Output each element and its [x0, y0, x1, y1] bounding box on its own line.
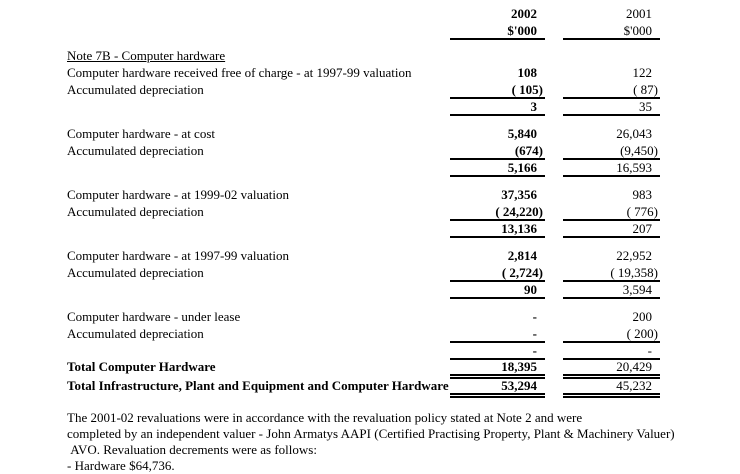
row-label	[67, 99, 450, 116]
subtotal-row	[0, 160, 740, 177]
table-row	[0, 309, 740, 326]
year-2002-header: 2002	[511, 6, 537, 21]
value-2002: 18,395	[450, 360, 545, 379]
value-2001: ( 776)	[563, 204, 660, 221]
row-label: Computer hardware - at 1997-99 valuation	[67, 248, 290, 263]
value-2002: ( 2,724)	[450, 265, 545, 282]
spacer	[0, 40, 740, 48]
value-2001: 35	[563, 99, 660, 116]
unit-2002-header: $'000	[450, 23, 545, 40]
row-label: Accumulated depreciation	[67, 143, 204, 158]
row-label: Computer hardware received free of charge - at 1997-99 valuation	[67, 65, 412, 80]
table-row	[0, 187, 740, 204]
unit-2001-header: $'000	[563, 23, 660, 40]
table-row	[0, 204, 740, 221]
footnote-line: The 2001-02 revaluations were in accordance with the revaluation policy stated at Note 2 and were	[67, 410, 583, 425]
row-label	[67, 343, 450, 360]
footnote-line: AVO. Revaluation decrements were as follows:	[67, 442, 317, 457]
value-2001: 207	[563, 221, 660, 238]
table-row	[0, 126, 740, 143]
row-label	[67, 282, 450, 299]
revaluation-footnote	[67, 410, 692, 474]
value-2001: 22,952	[616, 248, 652, 263]
grand-total-row	[0, 379, 740, 398]
empty-header-cell	[67, 6, 450, 23]
value-2002	[450, 48, 545, 65]
value-2002: 37,356	[501, 187, 537, 202]
row-label	[67, 221, 450, 238]
value-2002: -	[450, 326, 545, 343]
total-row	[0, 360, 740, 379]
row-label: Accumulated depreciation	[67, 204, 204, 219]
row-label: Accumulated depreciation	[67, 82, 204, 97]
value-2002: ( 105)	[450, 82, 545, 99]
total-label: Total Computer Hardware	[67, 359, 216, 374]
table-row	[0, 82, 740, 99]
footnote-line: completed by an independent valuer - John Armatys AAPI (Certified Practising Property, Plant & Machinery Valuer)	[67, 426, 675, 441]
footnote-line: - Hardware $64,736.	[67, 458, 175, 473]
note-7b-heading: Note 7B - Computer hardware	[67, 48, 226, 63]
row-label: Computer hardware - at cost	[67, 126, 216, 141]
value-2002: 5,166	[450, 160, 545, 177]
value-2002: 5,840	[507, 126, 537, 141]
spacer	[0, 299, 740, 309]
year-2001-header: 2001	[626, 6, 652, 21]
value-2001: 16,593	[563, 160, 660, 177]
value-2001: ( 87)	[563, 82, 660, 99]
value-2001: 26,043	[616, 126, 652, 141]
table-header-years	[0, 6, 740, 23]
value-2001: (9,450)	[563, 143, 660, 160]
value-2001: 20,429	[563, 360, 660, 379]
value-2001: -	[563, 343, 660, 360]
row-label	[67, 160, 450, 177]
subtotal-row	[0, 343, 740, 360]
value-2001: ( 19,358)	[563, 265, 660, 282]
value-2001	[563, 48, 660, 65]
spacer	[0, 116, 740, 126]
value-2001: 45,232	[563, 379, 660, 398]
row-label: Accumulated depreciation	[67, 326, 204, 341]
row-label: Computer hardware - under lease	[67, 309, 241, 324]
empty-header-cell	[67, 23, 450, 40]
hardware-table	[0, 6, 740, 398]
value-2002: (674)	[450, 143, 545, 160]
value-2001: 200	[632, 309, 652, 324]
value-2001: 122	[632, 65, 652, 80]
value-2001: ( 200)	[563, 326, 660, 343]
table-row	[0, 248, 740, 265]
row-label: Accumulated depreciation	[67, 265, 204, 280]
table-row	[0, 326, 740, 343]
spacer	[0, 238, 740, 248]
value-2002: 90	[450, 282, 545, 299]
spacer	[0, 177, 740, 187]
value-2002: 53,294	[450, 379, 545, 398]
value-2002: ( 24,220)	[450, 204, 545, 221]
value-2001: 983	[632, 187, 652, 202]
grand-total-label: Total Infrastructure, Plant and Equipment and Computer Hardware	[67, 378, 449, 393]
value-2002: -	[450, 343, 545, 360]
value-2002: 108	[517, 65, 537, 80]
table-row	[0, 143, 740, 160]
table-row	[0, 65, 740, 82]
value-2002: -	[532, 309, 537, 324]
row-label: Computer hardware - at 1999-02 valuation	[67, 187, 290, 202]
value-2002: 2,814	[507, 248, 537, 263]
subtotal-row	[0, 282, 740, 299]
subtotal-row	[0, 221, 740, 238]
section-heading-row	[0, 48, 740, 65]
value-2002: 13,136	[450, 221, 545, 238]
value-2002: 3	[450, 99, 545, 116]
subtotal-row	[0, 99, 740, 116]
table-header-units	[0, 23, 740, 40]
value-2001: 3,594	[563, 282, 660, 299]
table-row	[0, 265, 740, 282]
